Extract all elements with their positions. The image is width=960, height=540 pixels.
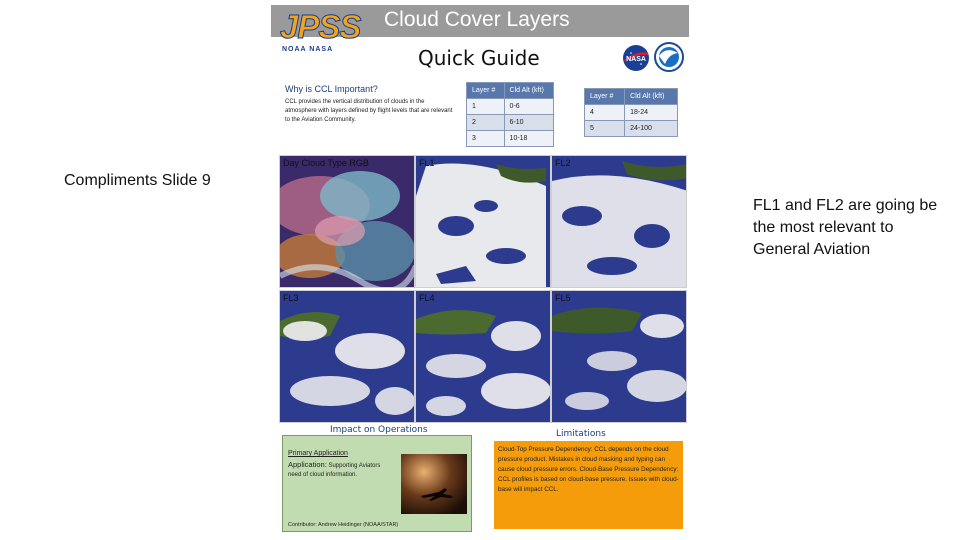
why-body: CCL provides the vertical distribution of clouds in the atmosphere with layers defined by flight levels that are relevant to the Aviation Community. [285,99,453,123]
impact-heading: Impact on Operations [330,425,428,435]
why-heading: Why is CCL Important? [285,84,378,94]
panel-label: FL2 [555,158,571,168]
airplane-photo [401,454,467,514]
fl5-satellite-image [552,291,687,423]
panel-label: FL1 [419,158,435,168]
table-row [585,121,678,137]
impact-application-lead: Application: [288,460,327,469]
jpss-logo-text: JPSS [280,8,361,45]
rgb-satellite-image [280,156,415,288]
table-cell: 1 [467,99,505,115]
nasa-logo-icon [622,44,650,72]
table-cell: 18-24 [625,105,678,121]
impact-application-text: Supporting Aviators need of cloud information. [288,463,381,478]
fl4-satellite-image [416,291,551,423]
why-section [280,80,458,152]
table-cell: 5 [585,121,625,137]
table-cell: 4 [585,105,625,121]
table-header: Cld Alt (kft) [504,83,553,99]
jpss-logo [276,8,374,58]
fl4-panel [415,290,551,423]
table-cell: 0-6 [504,99,553,115]
layer-table-right [584,88,678,137]
table-row [467,99,554,115]
jpss-logo-subtext: NOAA NASA [282,46,334,53]
compliments-note: Compliments Slide 9 [64,172,211,189]
layer-table-left [466,82,554,147]
table-cell: 10-18 [504,131,553,147]
table-row [585,105,678,121]
fl1-satellite-image [416,156,551,288]
panel-label: Day Cloud Type RGB [283,158,369,168]
table-header: Layer # [585,89,625,105]
table-cell: 3 [467,131,505,147]
table-header: Cld Alt (kft) [625,89,678,105]
fl2-panel [551,155,687,288]
impact-title: Primary Application [288,450,348,457]
table-header: Layer # [467,83,505,99]
svg-text:NASA: NASA [626,56,646,63]
rgb-image-panel [279,155,415,288]
panel-label: FL3 [283,293,299,303]
fl2-satellite-image [552,156,687,288]
limitations-heading: Limitations [556,429,606,439]
limitations-box [494,441,683,529]
noaa-logo-icon [654,42,684,72]
fl3-panel [279,290,415,423]
fl1-panel [415,155,551,288]
page-title: Cloud Cover Layers [384,8,570,31]
impact-application [288,460,384,480]
table-cell: 6-10 [504,115,553,131]
table-cell: 2 [467,115,505,131]
panel-label: FL5 [555,293,571,303]
impact-box [282,435,472,532]
table-cell: 24-100 [625,121,678,137]
table-row [467,115,554,131]
page-subtitle: Quick Guide [418,46,540,70]
table-row [467,131,554,147]
fl-relevance-note: FL1 and FL2 are going be the most relevant to General Aviation [753,197,938,258]
fl5-panel [551,290,687,423]
contributor-credit: Contributor: Andrew Heidinger (NOAA/STAR) [288,522,399,528]
limitations-body: Cloud-Top Pressure Dependency: CCL depends on the cloud pressure product. Mistakes in cloud masking and typing can cause cloud pressure errors. Cloud-Base Pressure Dependency: CCL profiles is based on cloud-base pressure. Issues with cloud-base will impact CCL. [498,446,679,493]
fl3-satellite-image [280,291,415,423]
panel-label: FL4 [419,293,435,303]
